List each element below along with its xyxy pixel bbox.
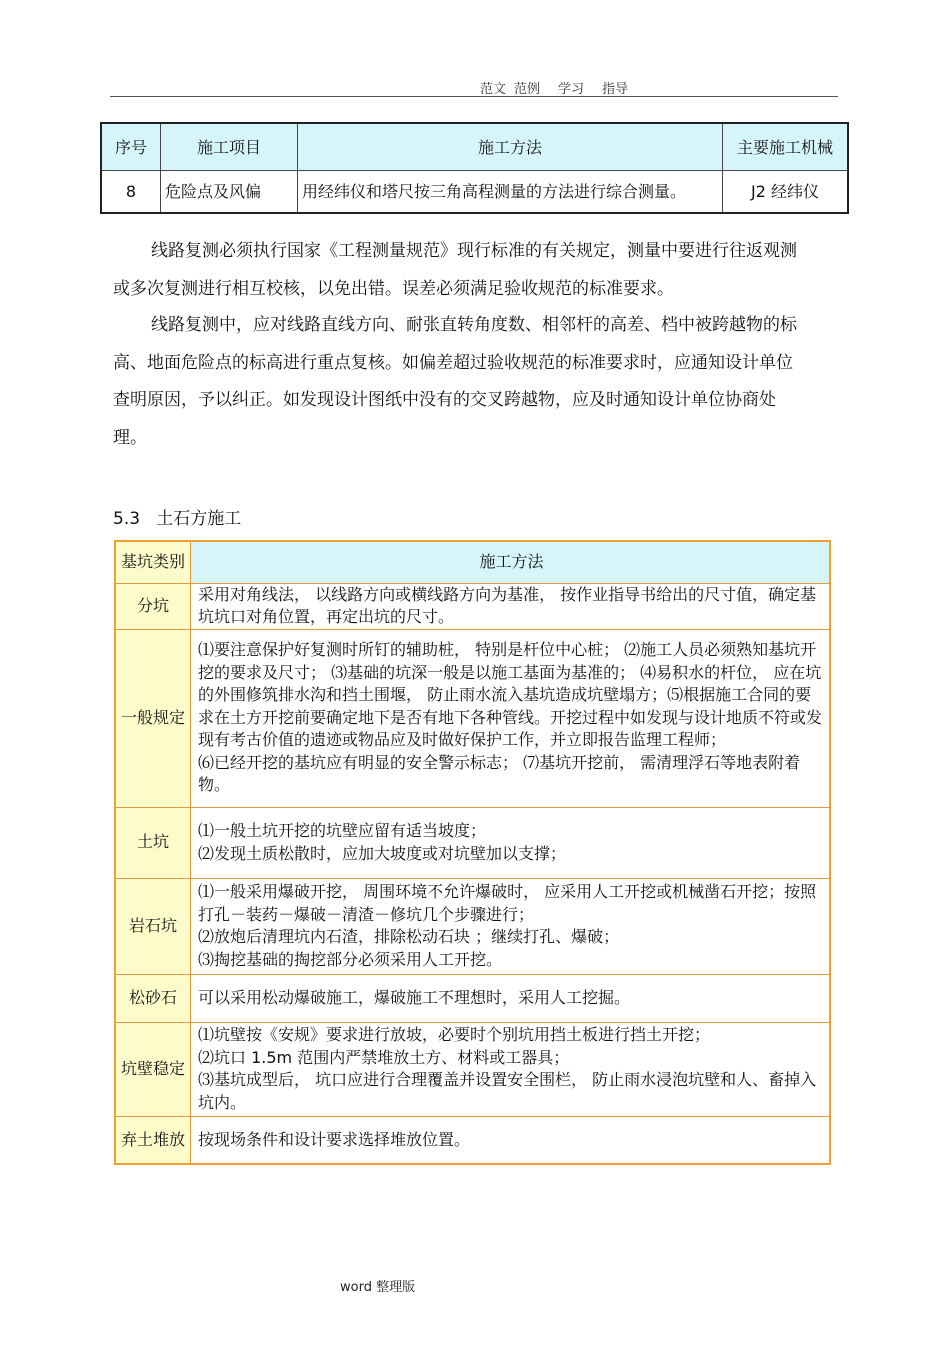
row-content: [191, 583, 831, 629]
row-content: [191, 629, 831, 807]
row-content: [191, 1022, 831, 1116]
page-footer: word 整理版: [340, 1280, 416, 1295]
table-row: [115, 1116, 830, 1164]
header-item: 范文: [480, 82, 507, 97]
content-line: 可以采用松动爆破施工，爆破施工不理想时，采用人工挖掘。: [198, 987, 631, 1007]
row-category: 分坑: [115, 583, 191, 629]
header-item: 指导: [602, 82, 629, 97]
paragraph-survey-check: [113, 307, 803, 457]
col-header-method: 施工方法: [298, 123, 723, 171]
cell-item: 危险点及风偏: [161, 171, 298, 214]
header-divider: [110, 96, 838, 97]
table-row: [115, 583, 830, 629]
machinery-table: [100, 122, 849, 214]
row-category: 坑壁稳定: [115, 1022, 191, 1116]
cell-method: 用经纬仪和塔尺按三角高程测量的方法进行综合测量。: [298, 171, 723, 214]
row-category: 松砂石: [115, 974, 191, 1022]
row-content: [191, 1116, 831, 1164]
row-category: 弃土堆放: [115, 1116, 191, 1164]
table-row: [101, 171, 848, 214]
table-row: [115, 807, 830, 878]
col-header-item: 施工项目: [161, 123, 298, 171]
section-title: 5.3 土石方施工: [113, 509, 242, 529]
row-category: 岩石坑: [115, 878, 191, 974]
content-line: ⑴一般土坑开挖的坑壁应留有适当坡度；: [198, 821, 487, 840]
content-line: ⑴要注意保护好复测时所钉的辅助桩， 特别是杆位中心桩； ⑵施工人员必须熟知基坑开挖的要求及尺寸； ⑶基础的坑深一般是以施工基面为基准的； ⑷易积水的杆位， 应在坑的外围修筑排水沟和挡土围堰， 防止雨水流入基坑造成坑壁塌方；⑸根据施工合同的要求在土方开挖前要确定地下是否有地下各种管线。开挖过程中如发现与设计地质不符或发现有考古价值的遗迹或物品应及时做好保护工作，并立即报告监理工程师；: [198, 640, 823, 750]
row-content: [191, 807, 831, 878]
table-row: [115, 629, 830, 807]
row-category: 土坑: [115, 807, 191, 878]
col-header-machine: 主要施工机械: [723, 123, 849, 171]
table-header-row: [115, 541, 830, 583]
content-line: 采用对角线法， 以线路方向或横线路方向为基准， 按作业指导书给出的尺寸值，确定基坑坑口对角位置，再定出坑的尺寸。: [198, 584, 817, 626]
row-content: [191, 974, 831, 1022]
table-header-row: [101, 123, 848, 171]
row-category: 一般规定: [115, 629, 191, 807]
col-header-method: 施工方法: [191, 541, 831, 583]
cell-no: 8: [101, 171, 161, 214]
col-header-category: 基坑类别: [115, 541, 191, 583]
content-line: ⑶掏挖基础的掏挖部分必须采用人工开挖。: [198, 949, 503, 969]
content-line: ⑵坑口 1.5m 范围内严禁堆放土方、材料或工器具；: [198, 1047, 570, 1067]
col-header-no: 序号: [101, 123, 161, 171]
content-line: ⑴一般采用爆破开挖， 周围环境不允许爆破时， 应采用人工开挖或机械凿石开挖；按照打孔－装药－爆破－清渣－修坑几个步骤进行；: [198, 882, 817, 924]
content-line: ⑶基坑成型后， 坑口应进行合理覆盖并设置安全围栏， 防止雨水浸泡坑壁和人、畜掉入坑内。: [198, 1070, 817, 1112]
content-line: ⑹已经开挖的基坑应有明显的安全警示标志； ⑺基坑开挖前， 需清理浮石等地表附着物。: [198, 752, 801, 795]
table-row: [115, 974, 830, 1022]
cell-machine: J2 经纬仪: [723, 171, 849, 214]
content-line: ⑴坑壁按《安规》要求进行放坡，必要时个别坑用挡土板进行挡土开挖；: [198, 1025, 711, 1044]
content-line: ⑵发现土质松散时，应加大坡度或对坑壁加以支撑；: [198, 843, 567, 863]
table-row: [115, 1022, 830, 1116]
paragraph-survey-rules: [113, 233, 803, 308]
paragraph-text: 线路复测中，应对线路直线方向、耐张直转角度数、相邻杆的高差、档中被跨越物的标高、地面危险点的标高进行重点复核。如偏差超过验收规范的标准要求时，应通知设计单位查明原因，予以纠正。如发现设计图纸中没有的交叉跨越物，应及时通知设计单位协商处理。: [113, 315, 797, 448]
row-content: [191, 878, 831, 974]
content-line: 按现场条件和设计要求选择堆放位置。: [198, 1129, 471, 1149]
excavation-table: [114, 540, 831, 1165]
header-item: 范例: [514, 82, 541, 97]
paragraph-text: 线路复测必须执行国家《工程测量规范》现行标准的有关规定，测量中要进行往返观测或多次复测进行相互校核，以免出错。误差必须满足验收规范的标准要求。: [113, 241, 797, 299]
header-item: 学习: [558, 82, 585, 97]
table-row: [115, 878, 830, 974]
content-line: ⑵放炮后清理坑内石渣，排除松动石块 ；继续打孔、爆破；: [198, 927, 620, 946]
